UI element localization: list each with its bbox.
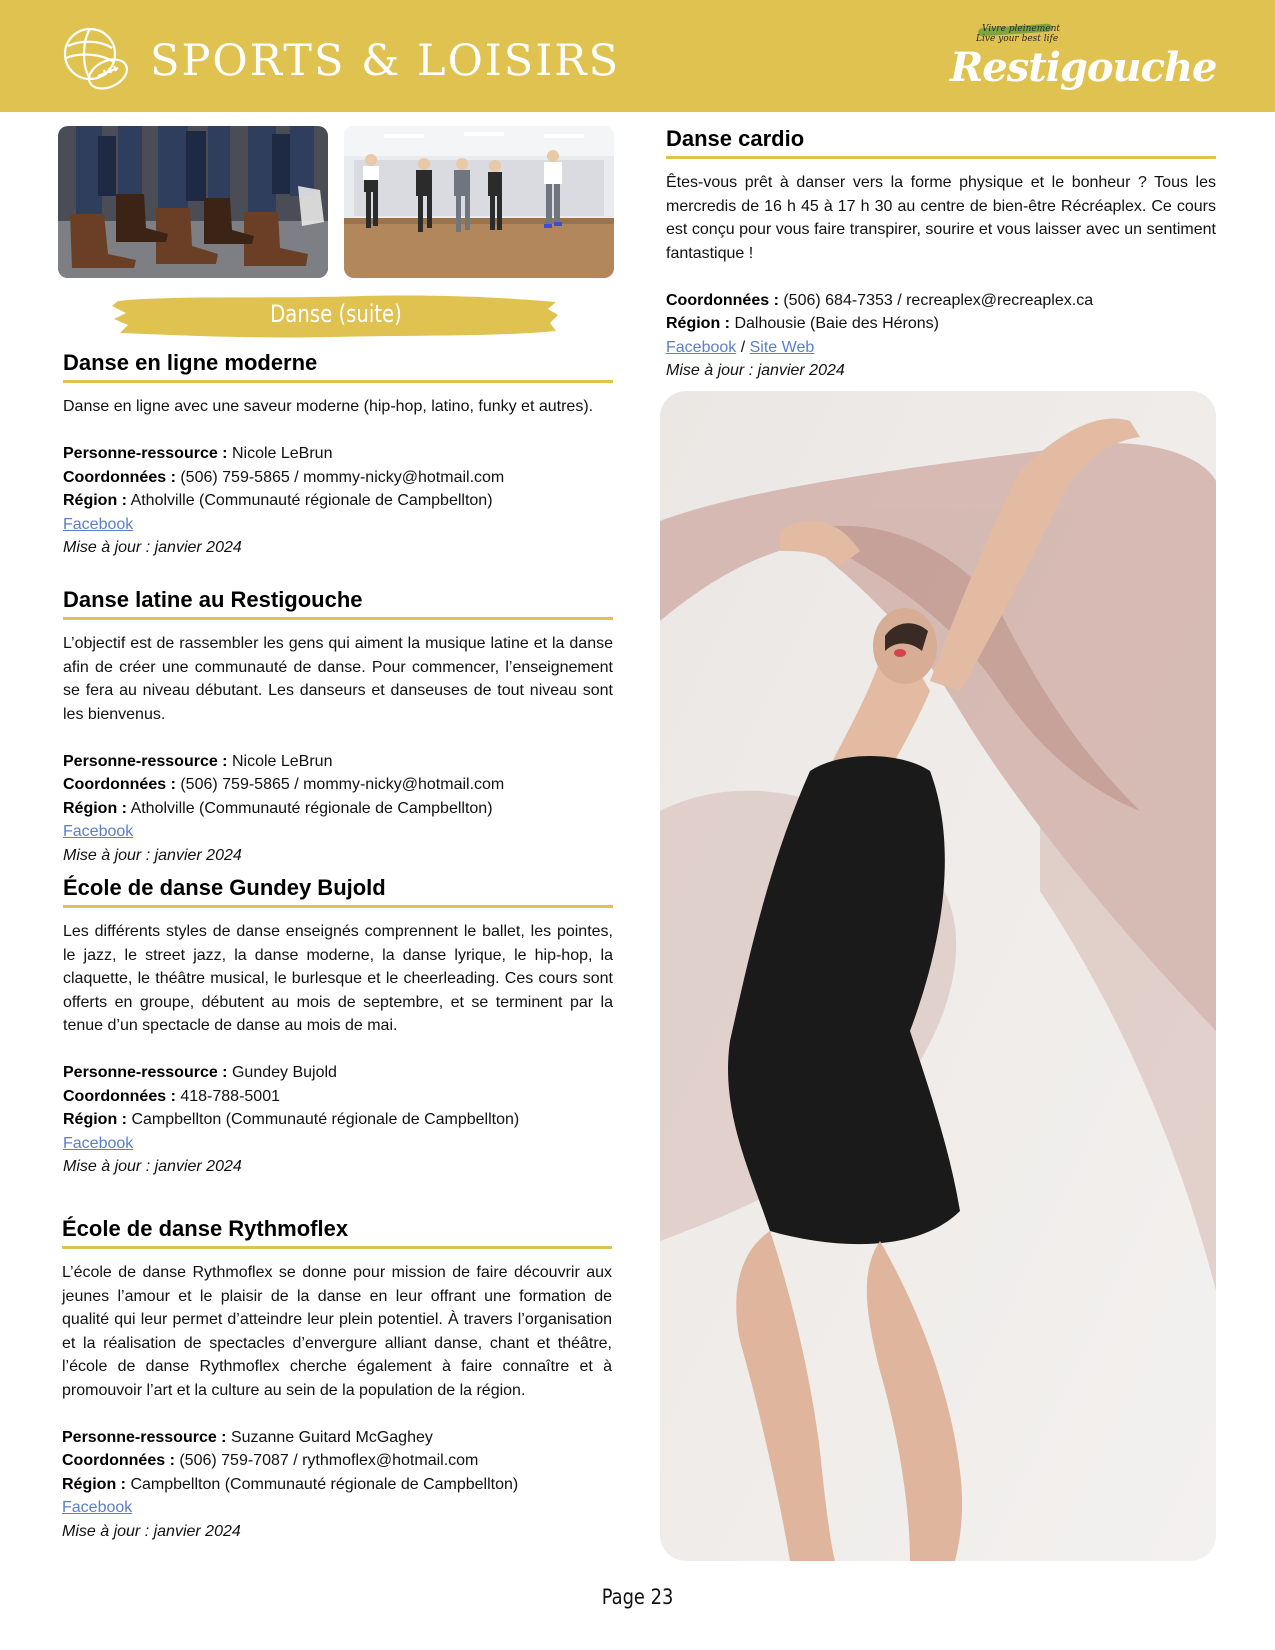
- listing-ecole-gundey-bujold: [63, 875, 613, 1179]
- facebook-link[interactable]: Facebook: [63, 1134, 134, 1152]
- listing-title: École de danse Rythmoflex: [62, 1216, 612, 1249]
- region-line: Région : Campbellton (Communauté régionale de Campbellton): [63, 1111, 520, 1128]
- contact-line: Coordonnées : (506) 759-5865 / mommy-nicky@hotmail.com: [63, 776, 505, 793]
- region-value: Dalhousie (Baie des Hérons): [734, 315, 939, 332]
- category-banner: [112, 293, 560, 339]
- region-value: Atholville (Communauté régionale de Campbellton): [130, 799, 493, 817]
- listing-description: Êtes-vous prêt à danser vers la forme physique et le bonheur ? Tous les mercredis de 16 h 45 à 17 h 30 au centre de bien-être Récréaplex. Ce cours est conçu pour vous faire transpirer, sourire et vous laisser avec un sentiment fantastique !: [666, 174, 1216, 262]
- facebook-link[interactable]: Facebook: [63, 823, 134, 840]
- contact-person: Nicole LeBrun: [231, 445, 333, 462]
- page-number: Page 23: [601, 1585, 674, 1609]
- contact-line: Coordonnées : (506) 759-7087 / rythmoflex@hotmail.com: [62, 1452, 479, 1469]
- sports-balls-icon: [60, 26, 132, 92]
- update-date: Mise à jour : janvier 2024: [62, 1522, 241, 1540]
- listing-title: Danse cardio: [666, 126, 1216, 159]
- logo-tagline-fr: Vivre pleinement: [982, 24, 1061, 34]
- banner-label: Danse (suite): [270, 300, 402, 328]
- contact-info: (506) 759-5865 / mommy-nicky@hotmail.com: [180, 776, 505, 793]
- listing-description: Danse en ligne avec une saveur moderne (hip-hop, latino, funky et autres).: [63, 398, 594, 415]
- website-link[interactable]: Site Web: [749, 338, 815, 356]
- section-title: SPORTS & LOISIRS: [150, 36, 621, 86]
- listing-ecole-rythmoflex: [62, 1216, 612, 1543]
- update-date: Mise à jour : janvier 2024: [63, 846, 242, 864]
- region-line: Région : Dalhousie (Baie des Hérons): [666, 315, 939, 332]
- restigouche-logo: [948, 18, 1217, 106]
- listing-title: Danse en ligne moderne: [63, 350, 613, 383]
- facebook-link[interactable]: Facebook: [62, 1499, 133, 1516]
- listing-danse-latine: [63, 587, 613, 867]
- region-value: Campbellton (Communauté régionale de Campbellton): [130, 1475, 519, 1493]
- photo-dance-studio: [344, 126, 614, 278]
- contact-person: Nicole LeBrun: [231, 752, 333, 770]
- region-line: Région : Campbellton (Communauté régionale de Campbellton): [62, 1475, 519, 1493]
- listing-description: L’objectif est de rassembler les gens qui aiment la musique latine et la danse afin de créer une communauté de danse. Pour commencer, l’enseignement se fera au niveau débutant. Les danseurs et danseuses de tout niveau sont les bienvenus.: [63, 635, 613, 723]
- facebook-link[interactable]: Facebook: [63, 515, 134, 533]
- update-date: Mise à jour : janvier 2024: [63, 1158, 242, 1175]
- logo-tagline-en: Live your best life: [976, 34, 1059, 44]
- contact-info: (506) 684-7353 / recreaplex@recreaplex.ca: [783, 291, 1094, 309]
- update-date: Mise à jour : janvier 2024: [63, 539, 242, 556]
- contact-person-line: Personne-ressource : Suzanne Guitard McGaghey: [62, 1428, 433, 1446]
- contact-person-line: Personne-ressource : Nicole LeBrun: [63, 445, 333, 462]
- contact-info: 418-788-5001: [180, 1087, 280, 1105]
- region-value: Atholville (Communauté régionale de Campbellton): [130, 492, 493, 509]
- logo-wordmark: Restigouche: [950, 44, 1217, 91]
- region-value: Campbellton (Communauté régionale de Campbellton): [131, 1111, 520, 1128]
- region-line: Région : Atholville (Communauté régionale de Campbellton): [63, 799, 493, 817]
- contact-person-line: Personne-ressource : Nicole LeBrun: [63, 752, 333, 770]
- contact-info: (506) 759-5865 / mommy-nicky@hotmail.com: [180, 468, 505, 486]
- facebook-link[interactable]: Facebook: [666, 338, 737, 356]
- update-date: Mise à jour : janvier 2024: [666, 362, 845, 379]
- contact-person: Gundey Bujold: [231, 1064, 337, 1081]
- listing-description: Les différents styles de danse enseignés comprennent le ballet, les pointes, le jazz, le street jazz, la danse moderne, la danse lyrique, le hip-hop, la claquette, le théâtre musical, le burlesque et le cheerleading. Ces cours sont offerts en groupe, débutent au mois de septembre, et se terminent par la tenue d’un spectacle de danse au mois de mai.: [63, 923, 613, 1034]
- contact-line: Coordonnées : (506) 684-7353 / recreaplex@recreaplex.ca: [666, 291, 1094, 309]
- contact-line: Coordonnées : (506) 759-5865 / mommy-nicky@hotmail.com: [63, 468, 505, 486]
- contact-info: (506) 759-7087 / rythmoflex@hotmail.com: [179, 1452, 479, 1469]
- listing-danse-en-ligne: [63, 350, 613, 560]
- contact-person-line: Personne-ressource : Gundey Bujold: [63, 1064, 337, 1081]
- listing-description: L’école de danse Rythmoflex se donne pour mission de faire découvrir aux jeunes l’amour et le plaisir de la danse en leur offrant une formation de qualité qui leur permet d’atteindre leur plein potentiel. À travers l’organisation et la réalisation de spectacles d’envergure alliant danse, chant et théâtre, l’école de danse Rythmoflex cherche également à faire connaître et à promouvoir l’art et la culture au sein de la population de la région.: [62, 1264, 612, 1399]
- region-line: Région : Atholville (Communauté régionale de Campbellton): [63, 492, 493, 509]
- photo-line-dancing-boots: [58, 126, 328, 278]
- header-band: [0, 0, 1275, 112]
- listing-title: École de danse Gundey Bujold: [63, 875, 613, 908]
- link-separator: /: [740, 338, 746, 356]
- contact-person: Suzanne Guitard McGaghey: [230, 1428, 433, 1446]
- photo-dancer-with-fabric: [660, 391, 1216, 1561]
- listing-danse-cardio: [666, 126, 1216, 383]
- contact-line: Coordonnées : 418-788-5001: [63, 1087, 280, 1105]
- listing-title: Danse latine au Restigouche: [63, 587, 613, 620]
